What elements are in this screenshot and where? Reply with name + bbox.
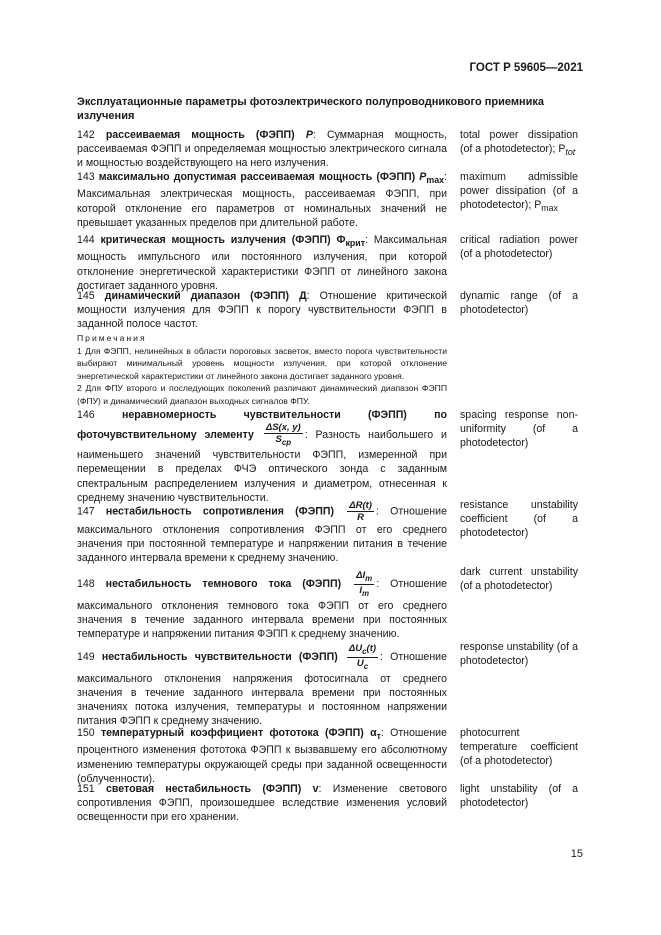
term-148-ru: 148 нестабильность темнового тока (ФЭПП) $\frac{\Delta I_т}{I_т}$ : Отношение максимального отклонения темнового тока ФЭПП от его среднего значения в течение заданного интервала времени при постоянных температуре и напряжении питания ФЭПП к среднему значению. — [77, 570, 448, 641]
term-151-en: light unstability (of a photodetector) — [460, 783, 578, 810]
term-143-en: maximum admissible power dissipation (of a photodetector); $P_{max}$ — [460, 171, 578, 214]
notes-heading: Примечания — [77, 333, 147, 343]
term-150-ru: 150 температурный коэффициент фототока (ФЭПП) $\alpha_т$: Отношение процентного изменения фототока ФЭПП к вызвавшему его абсолютному изменению температуры окружающей среды при заданной освещенности (облученности). — [77, 727, 447, 785]
note-1: 1 Для ФЭПП, нелинейных в области пороговых засветок, вместо порога чувствительности выбирают минимальный уровень мощности излучения, при которой отклонение энергетической характеристики от линейного закона достигает заданного уровня. — [77, 345, 447, 381]
formula-147: $\frac{\Delta R(t)}{R}$ — [349, 500, 372, 523]
notes-block — [77, 332, 447, 408]
term-143-ru: 143 максимально допустимая рассеиваемая мощность (ФЭПП) $P_{max}$: Максимальная электрическая мощность, рассеиваемая ФЭПП, при которой отклонение его параметров от номинальных значений не превышает указанных пределов при длительной работе. — [77, 171, 447, 229]
section-title: Эксплуатационные параметры фотоэлектрического полупроводникового приемника излучения — [77, 96, 545, 122]
term-142-ru: 142 рассеиваемая мощность (ФЭПП) P: Суммарная мощность, рассеиваемая ФЭПП и определяемая мощностью электрического сигнала и мощностью воздействующего на него излучения. — [77, 129, 447, 170]
term-149-ru: 149 нестабильность чувствительности (ФЭПП) $\frac{\Delta U_с(t)}{U_с}$ : Отношение максимального отклонения напряжения фотосигнала от среднего значения в течение заданного интервала времени при постоянных значениях потока излучения, температуры и постоянном напряжении питания ФЭПП к среднему значению. — [77, 643, 447, 728]
term-149-en: response unstability (of a photodetector) — [460, 641, 578, 668]
term-144-ru: 144 критическая мощность излучения (ФЭПП) $Ф_{крит}$: Максимальная мощность импульсного или постоянного излучения, при которой отклонение энергетической характеристики ФЭПП от линейного закона достигает заданного уровня. — [77, 234, 447, 292]
term-146-en: spacing response non-uniformity (of a photodetector) — [460, 409, 578, 450]
page-number: 15 — [570, 848, 583, 860]
term-150-en: photocurrent temperature coefficient (of a photodetector) — [460, 727, 578, 768]
formula-146: $\frac{\Delta S(x, y)}{S_{ср}}$ — [265, 422, 301, 448]
formula-149: $\frac{\Delta U_с(t)}{U_с}$ — [348, 643, 377, 671]
term-142-en: total power dissipation (of a photodetector); $P_{tot}$ — [460, 129, 578, 158]
term-145-en: dynamic range (of a photodetector) — [460, 290, 578, 317]
term-145-ru: 145 динамический диапазон (ФЭПП) Д: Отношение критической мощности излучения для ФЭПП к порогу чувствительности ФЭПП в заданной полосе частот. — [77, 290, 447, 331]
term-148-en: dark current unstability (of a photodetector) — [460, 566, 578, 593]
term-147-en: resistance unstability coefficient (of a photodetector) — [460, 499, 578, 540]
standard-designation: ГОСТ Р 59605—2021 — [469, 62, 583, 74]
note-2: 2 Для ФПУ второго и последующих поколений различают динамический диапазон ФЭПП (ФПУ) и динамический диапазон выходных сигналов ФПУ. — [77, 383, 447, 406]
term-144-en: critical radiation power (of a photodetector) — [460, 234, 578, 261]
formula-148: $\frac{\Delta I_т}{I_т}$ — [356, 570, 373, 598]
term-151-ru: 151 световая нестабильность (ФЭПП) v: Изменение светового сопротивления ФЭПП, произошедшее вследствие изменения условий освещенности при его хранении. — [77, 783, 448, 824]
term-147-ru: 147 нестабильность сопротивления (ФЭПП) $\frac{\Delta R(t)}{R}$ : Отношение максимального отклонения сопротивления ФЭПП от его среднего значения при постоянной температуре и напряжении питания в течение заданного интервала времени к среднему значению. — [77, 500, 447, 565]
term-146-ru: 146 неравномерность чувствительности (ФЭПП) по фоточувствительному элементу $\frac{\Delta S(x, y)}{S_{ср}}$ : Разность наибольшего и наименьшего значений чувствительности ФЭПП, измеренной при перемещении в пределах ФЧЭ оптического зонда с заданным спектральным распределением излучения и диаметром, отнесенная к среднему значению чувствительности. — [77, 409, 447, 504]
